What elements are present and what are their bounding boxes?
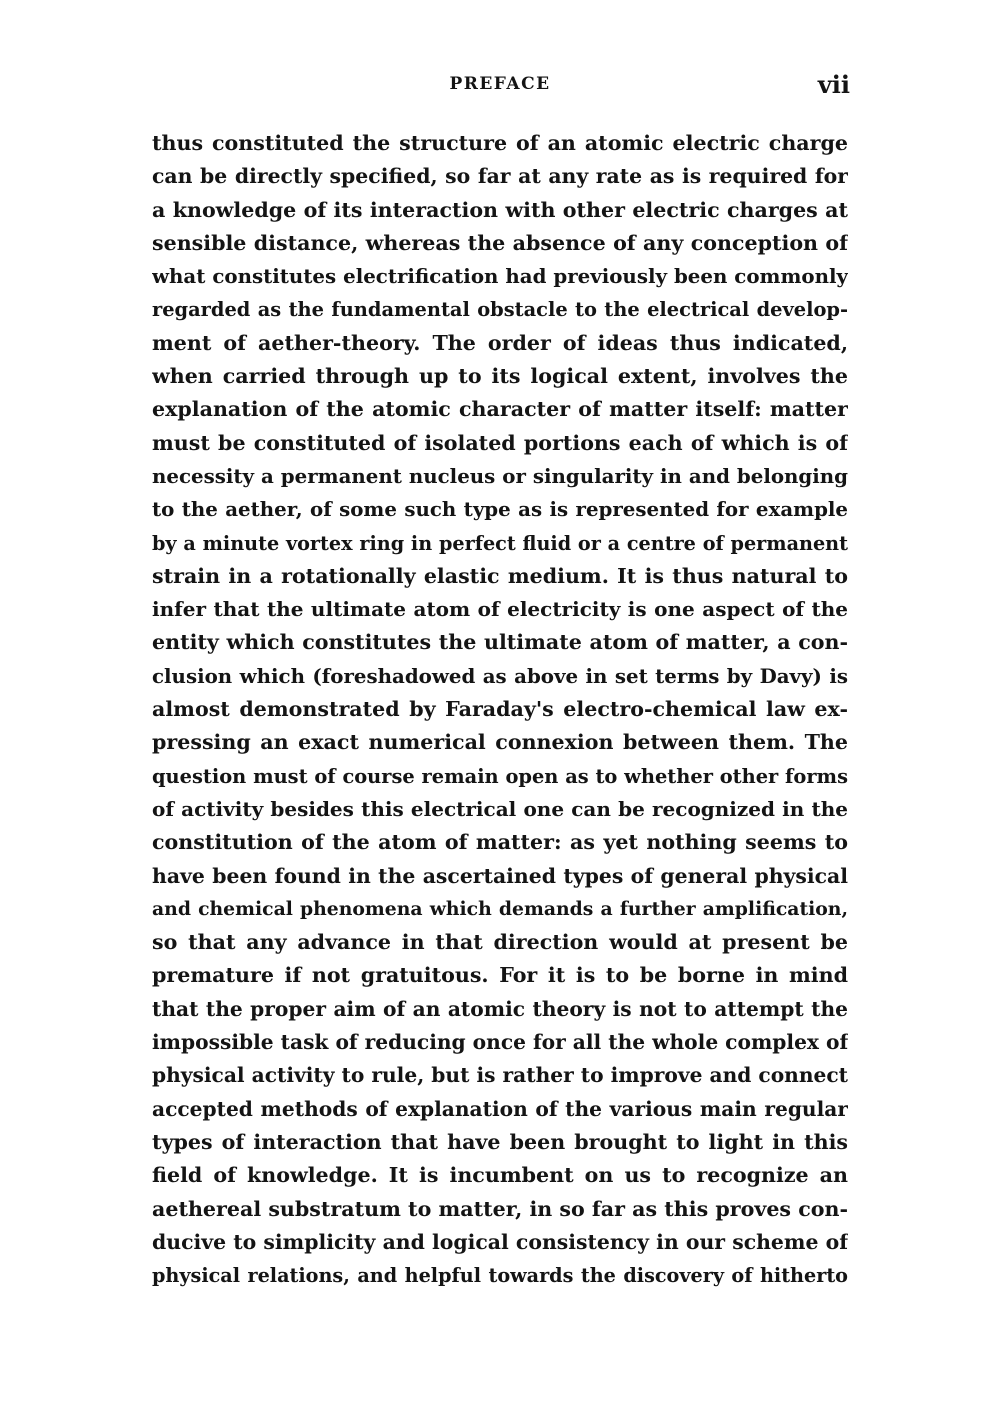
text-line: of activity besides this electrical one can be recognized in the (152, 796, 848, 821)
text-line: strain in a rotationally elastic medium. It is thus natural to (152, 563, 848, 588)
text-line: question must of course remain open as to whether other forms (152, 764, 848, 788)
page-number: vii (817, 70, 850, 99)
text-line: constitution of the atom of matter: as yet nothing seems to (152, 830, 848, 855)
text-line: ment of aether-theory. The order of ideas thus indicated, (152, 330, 848, 355)
text-line: by a minute vortex ring in perfect fluid or a centre of permanent (152, 531, 848, 555)
text-line: when carried through up to its logical extent, involves the (152, 364, 848, 389)
text-line: pressing an exact numerical connexion between them. The (152, 730, 848, 755)
text-line: necessity a permanent nucleus or singularity in and belonging (152, 463, 848, 488)
text-line: aethereal substratum to matter, in so far as this proves con- (152, 1196, 848, 1221)
text-line: and chemical phenomena which demands a further amplification, (152, 897, 848, 920)
text-line: explanation of the atomic character of matter itself: matter (152, 397, 848, 422)
text-line: sensible distance, whereas the absence of any conception of (152, 230, 848, 255)
text-line: to the aether, of some such type as is represented for example (152, 497, 848, 522)
text-line: clusion which (foreshadowed as above in set terms by Davy) is (152, 663, 848, 688)
running-head (152, 70, 848, 106)
text-line: impossible task of reducing once for all the whole complex of (152, 1030, 848, 1055)
text-line: what constitutes electrification had previously been commonly (152, 264, 848, 289)
text-line: so that any advance in that direction would at present be (152, 930, 848, 955)
text-line: physical activity to rule, but is rather to improve and connect (152, 1063, 848, 1088)
body-text (152, 127, 848, 1292)
text-line: premature if not gratuitous. For it is to be borne in mind (152, 963, 848, 988)
text-line: can be directly specified, so far at any rate as is required for (152, 164, 848, 189)
text-line: thus constituted the structure of an atomic electric charge (152, 131, 848, 155)
text-line: have been found in the ascertained types of general physical (152, 863, 848, 888)
text-line: must be constituted of isolated portions each of which is of (152, 430, 848, 455)
text-line: almost demonstrated by Faraday's electro-chemical law ex- (152, 697, 848, 722)
text-line: types of interaction that have been brought to light in this (152, 1129, 848, 1154)
text-line: field of knowledge. It is incumbent on us to recognize an (152, 1163, 848, 1188)
text-line: infer that the ultimate atom of electricity is one aspect of the (152, 597, 848, 622)
text-line: a knowledge of its interaction with other electric charges at (152, 197, 848, 222)
text-line: entity which constitutes the ultimate atom of matter, a con- (152, 630, 848, 655)
text-line: ducive to simplicity and logical consistency in our scheme of (152, 1229, 848, 1254)
running-title: PREFACE (449, 74, 551, 94)
text-line: physical relations, and helpful towards the discovery of hitherto (152, 1264, 848, 1288)
text-line: regarded as the fundamental obstacle to the electrical develop- (152, 298, 848, 322)
text-line: that the proper aim of an atomic theory is not to attempt the (152, 996, 848, 1021)
text-line: accepted methods of explanation of the various main regular (152, 1096, 848, 1121)
